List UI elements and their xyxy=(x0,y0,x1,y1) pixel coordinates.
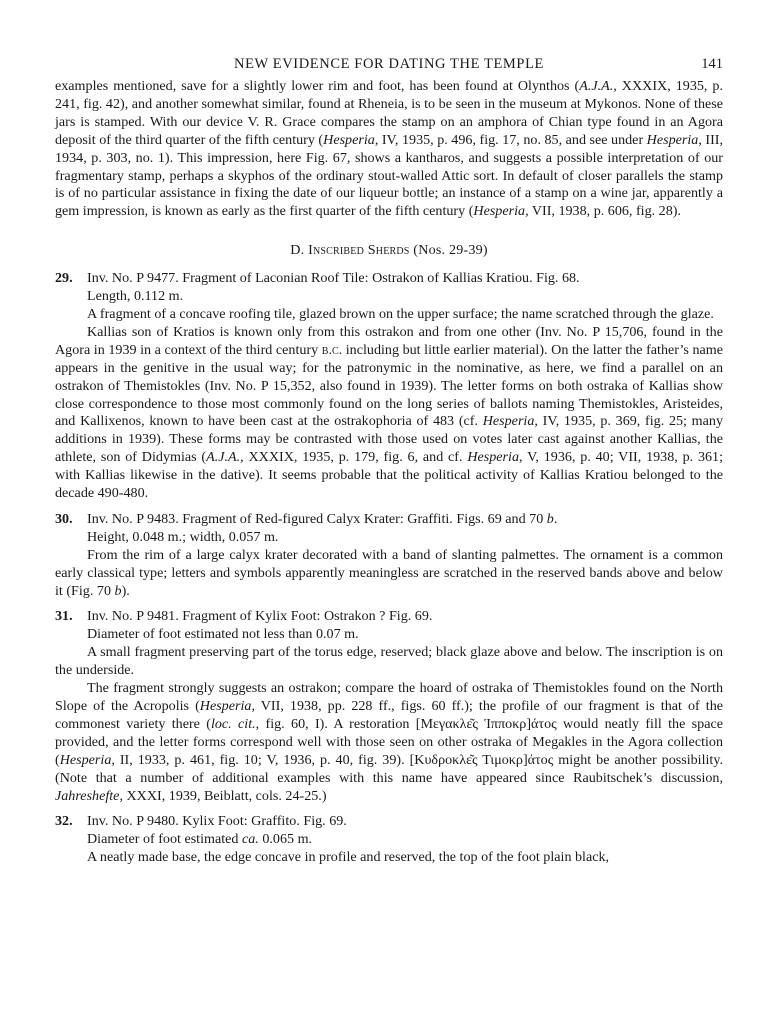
entry-discussion: The fragment strongly suggests an ostrakon; compare the hoard of ostraka of Themistokles found on the North Slope of the Acropolis (Hesperia, VII, 1938, pp. 228 ff., figs. 60 ff.); the profile of our fragment is that of the commonest variety there (loc. cit., fig. 60, I). A restoration [Μεγακλε͂ς Ἱπποκρ]άτος would neatly fill the space provided, and the letter forms correspond well with those seen on other ostraka of Megakles in the Agora collection (Hesperia, II, 1933, p. 461, fig. 10; V, 1936, p. 40, fig. 39). [Κυδροκλε͂ς Τιμοκρ]άτος might be another possibility. (Note that a number of additional examples with this name have appeared since Raubitschek’s discussion, Jahreshefte, XXXI, 1939, Beiblatt, cols. 24-25.) xyxy=(55,680,723,804)
entry-number: 30. xyxy=(55,510,73,527)
page xyxy=(55,56,723,867)
entry-number: 29. xyxy=(55,270,73,287)
entry-measurement: Diameter of foot estimated ca. 0.065 m. xyxy=(87,831,313,848)
entry-description: From the rim of a large calyx krater decorated with a band of slanting palmettes. The ornament is a common early classical type; letters and symbols apparently meaningless are scratched in the reserved bands above and below it (Fig. 70 b). xyxy=(55,546,723,599)
running-head xyxy=(55,56,723,78)
entry-measurement: Length, 0.112 m. xyxy=(87,288,184,305)
catalogue-entry-31 xyxy=(55,608,723,805)
catalogue-entry-30 xyxy=(55,511,723,601)
page-number: 141 xyxy=(701,56,723,72)
entry-measurement: Diameter of foot estimated not less than 0.07 m. xyxy=(87,626,359,643)
catalogue-entry-32 xyxy=(55,813,723,867)
greek-restoration: [Μεγακλε͂ς Ἱπποκρ]άτος xyxy=(415,715,557,732)
entry-description: A fragment of a concave roofing tile, glazed brown on the upper surface; the name scratched through the glaze. xyxy=(87,305,714,322)
section-heading: D. Inscribed Sherds (Nos. 29-39) xyxy=(290,242,488,259)
entry-heading: 29. Inv. No. P 9477. Fragment of Laconian Roof Tile: Ostrakon of Kallias Kratiou. Fig. 68. xyxy=(55,270,580,287)
entry-heading: 30. Inv. No. P 9483. Fragment of Red-figured Calyx Krater: Graffiti. Figs. 69 and 70 b. xyxy=(55,510,558,527)
entry-discussion: Kallias son of Kratios is known only from this ostrakon and from one other (Inv. No. P 15,706, found in the Agora in 1939 in a context of the third century b.c. including but little earlier material). On the latter the father’s name appears in the genitive in the usual way; for the patronymic in the nominative, as here, we find a parallel on an ostrakon of Themistokles (Inv. No. P 15,352, also found in 1939). The letter forms on both ostraka of Kallias show close correspondence to those most commonly found on the long series of ballots naming Themistokles, Aristeides, and Kallixenos, known to have been cast at the ostrakophoria of 483 (cf. Hesperia, IV, 1935, p. 369, fig. 25; many additions in 1939). These forms may be contrasted with those used on votes later cast against another Kallias, the athlete, son of Didymias (A.J.A., XXXIX, 1935, p. 179, fig. 6, and cf. Hesperia, V, 1936, p. 40; VII, 1938, p. 361; with Kallias likewise in the dative). It seems probable that the political activity of Kallias Kratiou belonged to the decade 490-480. xyxy=(55,323,724,502)
entry-heading: 31. Inv. No. P 9481. Fragment of Kylix Foot: Ostrakon ? Fig. 69. xyxy=(55,608,433,625)
entry-description: A neatly made base, the edge concave in profile and reserved, the top of the foot plain black, xyxy=(87,849,610,866)
intro-paragraph: examples mentioned, save for a slightly lower rim and foot, has been found at Olynthos (A.J.A., XXXIX, 1935, p. 241, fig. 42), and another somewhat similar, found at Rheneia, is to be seen in the museum at Mykonos. None of these jars is stamped. With our device V. R. Grace compares the stamp on an amphora of Chian type found in an Agora deposit of the third quarter of the fifth century (Hesperia, IV, 1935, p. 496, fig. 17, no. 85, and see under Hesperia, III, 1934, p. 303, no. 1). This impression, here Fig. 67, shows a kantharos, and suggests a possible interpretation of our fragmentary stamp, perhaps a skyphos of the ordinary stout-walled Attic sort. In default of closer parallels the stamp is of no particular assistance in fixing the date of our liqueur bottle; an instance of a stamp on a wine jar, apparently a gem impression, is known as early as the first quarter of the fifth century (Hesperia, VII, 1938, p. 606, fig. 28). xyxy=(55,78,723,220)
entry-number: 32. xyxy=(55,813,73,830)
catalogue-entry-29 xyxy=(55,270,723,503)
running-title: NEW EVIDENCE FOR DATING THE TEMPLE xyxy=(234,56,544,72)
greek-restoration: [Κυδροκλε͂ς Τιμοκρ]άτος xyxy=(409,751,554,768)
entry-heading: 32. Inv. No. P 9480. Kylix Foot: Graffito. Fig. 69. xyxy=(55,813,347,830)
entry-number: 31. xyxy=(55,608,73,625)
entry-description: A small fragment preserving part of the torus edge, reserved; black glaze above and below. The inscription is on the underside. xyxy=(55,644,723,679)
entry-measurement: Height, 0.048 m.; width, 0.057 m. xyxy=(87,528,279,545)
